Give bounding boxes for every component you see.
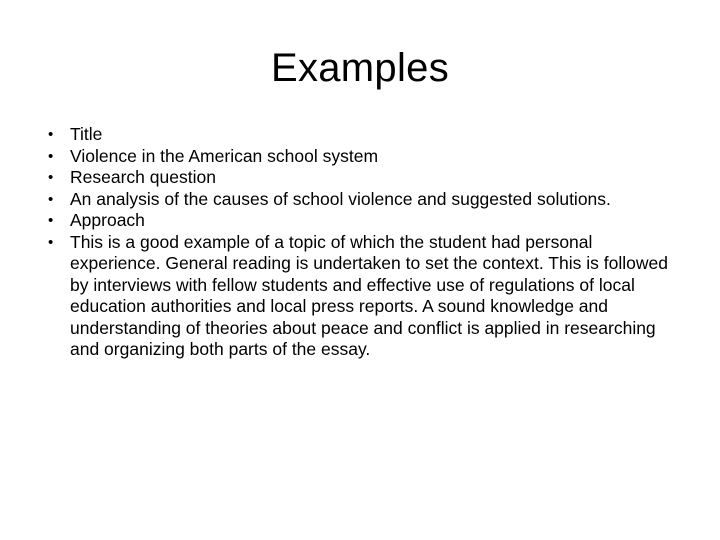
- bullet-item-title-value: [48, 146, 684, 168]
- bullet-item-title-label: [48, 124, 684, 146]
- bullet-text: Approach: [70, 210, 145, 230]
- bullet-text: This is a good example of a topic of which the student had personal experience. General reading is undertaken to set the context. This is followed by interviews with fellow students and effective use of regulations of local education authorities and local press reports. A sound knowledge and understanding of theories about peace and conflict is applied in researching and organizing both parts of the essay.: [70, 231, 668, 359]
- bullet-item-research-question-label: [48, 167, 684, 189]
- bullet-item-approach-value: [48, 232, 684, 361]
- bullet-text: Research question: [70, 167, 216, 187]
- slide-title: Examples: [270, 46, 450, 90]
- bullet-text: Title: [70, 124, 103, 144]
- bullet-icon: •: [48, 233, 54, 251]
- bullet-item-research-question-value: [48, 189, 684, 211]
- bullet-icon: •: [48, 190, 54, 208]
- bullet-icon: •: [48, 126, 54, 143]
- bullet-icon: •: [48, 212, 54, 229]
- bullet-icon: •: [48, 169, 54, 186]
- bullet-icon: •: [48, 147, 54, 165]
- bullet-item-approach-label: [48, 210, 684, 232]
- bullet-list: [48, 124, 684, 361]
- bullet-text: An analysis of the causes of school violence and suggested solutions.: [70, 188, 611, 209]
- bullet-text: Violence in the American school system: [70, 145, 379, 166]
